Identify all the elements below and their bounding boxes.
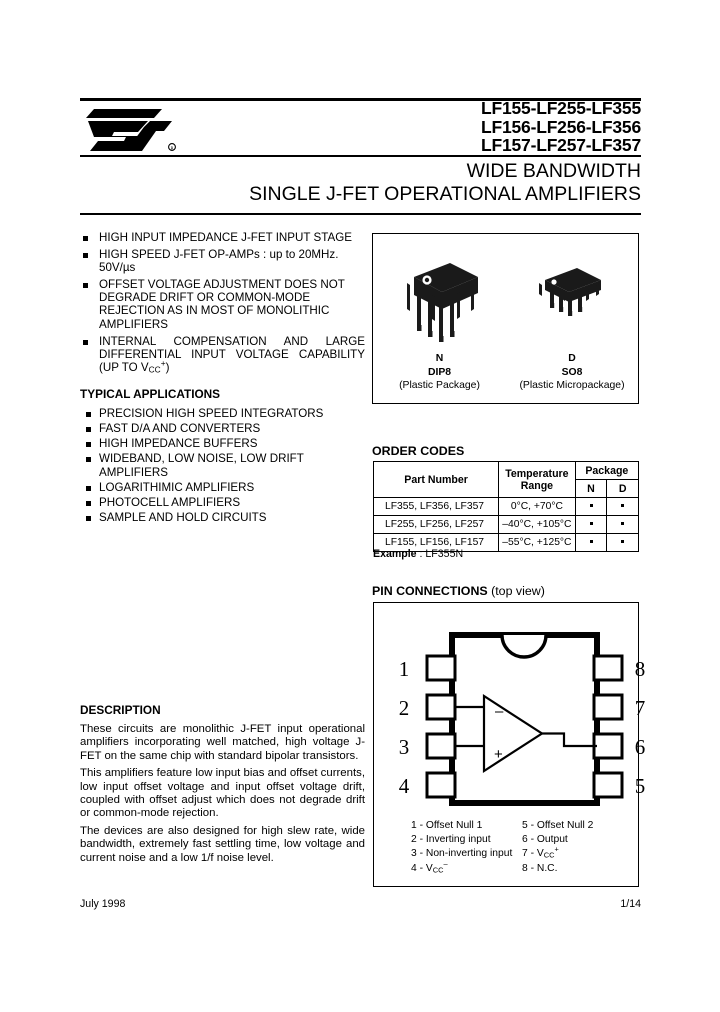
cell-package-d <box>607 534 639 552</box>
example-value: : LF355N <box>419 548 464 560</box>
typical-applications-section <box>80 387 365 525</box>
application-item: LOGARITHIMIC AMPLIFIERS <box>80 481 365 495</box>
st-logo-icon <box>84 103 180 153</box>
header-rule-middle <box>80 155 641 157</box>
description-paragraph: The devices are also designed for high slew rate, wide bandwidth, extremely fast settling time, low voltage and current noise and a low 1/f noise level. <box>80 824 365 864</box>
pin-connections-box <box>373 602 646 887</box>
svg-text:8: 8 <box>634 657 646 681</box>
pin-connections-title: PIN CONNECTIONS <box>372 584 488 598</box>
application-item: PRECISION HIGH SPEED INTEGRATORS <box>80 407 365 421</box>
cell-temperature-range: –55°C, +125°C <box>499 534 576 552</box>
order-codes-example <box>373 548 463 560</box>
pin-legend-item: 8 - N.C. <box>522 862 558 874</box>
column-header-package-n: N <box>575 480 607 498</box>
table-row <box>374 516 639 534</box>
dip8-package-icon <box>373 247 506 347</box>
package-code: D <box>568 353 576 365</box>
cell-package-n <box>575 534 607 552</box>
cell-package-d <box>607 516 639 534</box>
application-item: FAST D/A AND CONVERTERS <box>80 422 365 436</box>
column-header-package: Package <box>575 462 638 480</box>
pin-legend-item: 2 - Inverting input <box>411 834 491 846</box>
svg-text:1: 1 <box>398 657 410 681</box>
svg-text:6: 6 <box>634 735 646 759</box>
typical-applications-heading: TYPICAL APPLICATIONS <box>80 387 221 402</box>
svg-text:R: R <box>170 145 174 151</box>
package-cell-so8 <box>506 234 638 403</box>
package-name: SO8 <box>561 366 583 378</box>
package-type: (Plastic Package) <box>399 379 480 391</box>
pin-legend-item: 1 - Offset Null 1 <box>411 820 483 831</box>
table-header-row <box>374 462 639 480</box>
pin-connections-heading <box>372 584 545 598</box>
example-label: Example <box>373 548 417 560</box>
application-item: PHOTOCELL AMPLIFIERS <box>80 496 365 510</box>
package-code: N <box>435 353 444 365</box>
feature-item: INTERNAL COMPENSATION AND LARGE DIFFERENTIAL INPUT VOLTAGE CAPABILITY (UP TO $V_{CC}^+$) <box>80 335 365 375</box>
pin-legend-item: $7 - V_{CC}^+$ <box>522 844 559 860</box>
svg-text:3: 3 <box>398 735 410 759</box>
table-row <box>374 498 639 516</box>
order-codes-heading: ORDER CODES <box>372 444 465 458</box>
pin-legend-item: 3 - Non-inverting input <box>411 848 513 860</box>
pin-legend-item: $4 - V_{CC}^-$ <box>411 859 448 874</box>
column-header-package-d: D <box>607 480 639 498</box>
cell-temperature-range: 0°C, +70°C <box>499 498 576 516</box>
pin-connections-subtitle: (top view) <box>491 584 545 598</box>
order-codes-table <box>373 461 639 552</box>
column-header-part-number: Part Number <box>374 462 499 498</box>
cell-package-d <box>607 498 639 516</box>
cell-package-n <box>575 498 607 516</box>
package-type: (Plastic Micropackage) <box>519 379 625 391</box>
title-line-1: WIDE BANDWIDTH <box>466 160 641 182</box>
pin-legend-item: 6 - Output <box>522 834 568 846</box>
svg-text:–: – <box>495 703 504 720</box>
pin-legend-item: 5 - Offset Null 2 <box>522 820 594 831</box>
cell-package-n <box>575 516 607 534</box>
svg-text:2: 2 <box>398 696 410 720</box>
feature-item: OFFSET VOLTAGE ADJUSTMENT DOES NOT DEGRADE DRIFT OR COMMON-MODE REJECTION AS IN MOST OF MONOLITHIC AMPLIFIERS <box>80 278 365 331</box>
pin-legend-left <box>411 819 512 876</box>
part-number-block <box>481 99 641 155</box>
cell-part-number: LF355, LF356, LF357 <box>374 498 499 516</box>
page-title <box>249 160 641 206</box>
applications-list <box>80 407 365 525</box>
part-number-line-1: LF155-LF255-LF355 <box>481 98 641 118</box>
svg-text:5: 5 <box>634 774 646 798</box>
application-item: SAMPLE AND HOLD CIRCUITS <box>80 511 365 525</box>
description-heading: DESCRIPTION <box>80 703 161 717</box>
title-line-2: SINGLE J-FET OPERATIONAL AMPLIFIERS <box>249 183 641 205</box>
package-illustration-box <box>372 233 639 404</box>
application-item: HIGH IMPEDANCE BUFFERS <box>80 437 365 451</box>
header-rule-bottom <box>80 213 641 215</box>
svg-text:4: 4 <box>398 774 410 798</box>
part-number-line-2: LF156-LF256-LF356 <box>481 116 641 137</box>
so8-package-icon <box>506 258 638 334</box>
application-item: WIDEBAND, LOW NOISE, LOW DRIFT AMPLIFIERS <box>80 452 365 480</box>
left-column <box>80 231 365 526</box>
part-number-line-3: LF157-LF257-LF357 <box>481 135 641 156</box>
package-caption-dip8 <box>373 352 506 392</box>
footer-page-number: 1/14 <box>620 898 641 910</box>
feature-item: HIGH INPUT IMPEDANCE J-FET INPUT STAGE <box>80 231 365 244</box>
package-cell-dip8 <box>373 234 506 403</box>
cell-part-number: LF255, LF256, LF257 <box>374 516 499 534</box>
package-caption-so8 <box>506 352 638 392</box>
pin-legend-right <box>522 819 593 876</box>
description-section <box>80 703 365 869</box>
features-list <box>80 231 365 374</box>
svg-text:+: + <box>494 746 503 763</box>
footer-date: July 1998 <box>80 898 126 910</box>
column-header-temperature-range: Temperature Range <box>499 462 576 498</box>
description-paragraph: This amplifiers feature low input bias and offset currents, low input offset voltage and input offset voltage drift, coupled with offset adjust which does not degrade drift or common-mode rejection. <box>80 767 365 820</box>
cell-part-number: LF155, LF156, LF157 <box>374 534 499 552</box>
feature-item: HIGH SPEED J-FET OP-AMPs : up to 20MHz. 50V/µs <box>80 248 365 275</box>
description-paragraph: These circuits are monolithic J-FET input operational amplifiers incorporating well matched, high voltage J-FET on the same chip with standard bipolar transistors. <box>80 723 365 762</box>
cell-temperature-range: –40°C, +105°C <box>499 516 576 534</box>
svg-text:7: 7 <box>634 696 646 720</box>
package-name: DIP8 <box>427 366 452 378</box>
